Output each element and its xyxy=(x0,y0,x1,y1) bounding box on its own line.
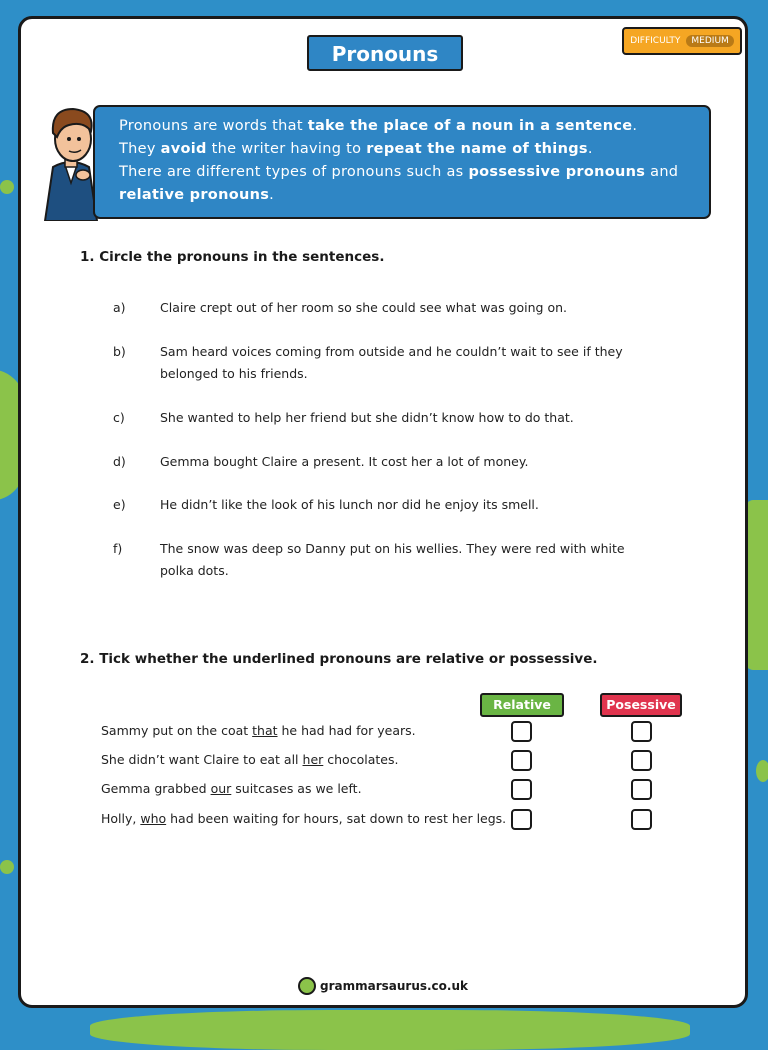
item-sentence: Gemma bought Claire a present. It cost her a lot of money. xyxy=(160,454,529,469)
difficulty-badge xyxy=(622,27,742,55)
item-letter: a) xyxy=(113,300,126,315)
difficulty-label: DIFFICULTY xyxy=(630,36,681,46)
underlined-pronoun: who xyxy=(140,811,167,826)
possessive-checkbox[interactable] xyxy=(631,750,652,771)
question-1-heading: 1. Circle the pronouns in the sentences. xyxy=(80,249,385,265)
intro-line-3: There are different types of pronouns such as possessive pronouns and relative pronouns. xyxy=(119,164,679,203)
item-letter: f) xyxy=(113,541,123,556)
possessive-column-header: Posessive xyxy=(600,693,682,717)
possessive-checkbox[interactable] xyxy=(631,779,652,800)
possessive-checkbox[interactable] xyxy=(631,809,652,830)
background-shape xyxy=(90,1010,690,1050)
underlined-pronoun: that xyxy=(252,723,278,738)
question-2-heading: 2. Tick whether the underlined pronouns are relative or possessive. xyxy=(80,651,598,667)
item-sentence: Claire crept out of her room so she could see what was going on. xyxy=(160,300,568,315)
footer-site-link[interactable]: grammarsaurus.co.uk xyxy=(319,979,468,993)
footer xyxy=(21,977,745,995)
underlined-pronoun: her xyxy=(302,752,324,767)
item-sentence: She wanted to help her friend but she didn’t know how to do that. xyxy=(160,410,574,425)
intro-box xyxy=(93,105,711,219)
item-sentence: He didn’t like the look of his lunch nor did he enjoy its smell. xyxy=(160,497,539,512)
background-shape xyxy=(0,180,14,194)
relative-checkbox[interactable] xyxy=(511,809,532,830)
difficulty-level: MEDIUM xyxy=(686,35,733,47)
relative-checkbox[interactable] xyxy=(511,779,532,800)
underlined-pronoun: our xyxy=(210,781,232,796)
item-letter: b) xyxy=(113,344,126,359)
background-shape xyxy=(756,760,768,782)
item-letter: d) xyxy=(113,454,126,469)
item-letter: e) xyxy=(113,497,126,512)
possessive-checkbox[interactable] xyxy=(631,721,652,742)
question-2-row: Gemma grabbed our suitcases as we left. xyxy=(101,781,362,796)
question-2-row: Holly, who had been waiting for hours, sat down to rest her legs. xyxy=(101,811,507,826)
question-2-row: Sammy put on the coat that he had had for years. xyxy=(101,723,416,738)
intro-line-2: They avoid the writer having to repeat the name of things. xyxy=(119,141,593,157)
relative-checkbox[interactable] xyxy=(511,721,532,742)
item-letter: c) xyxy=(113,410,125,425)
intro-line-1: Pronouns are words that take the place of a noun in a sentence. xyxy=(119,118,638,134)
worksheet-page xyxy=(18,16,748,1008)
question-2-row: She didn’t want Claire to eat all her chocolates. xyxy=(101,752,399,767)
item-sentence: Sam heard voices coming from outside and he couldn’t wait to see if they belonged to his friends. xyxy=(160,344,623,381)
grammarsaurus-logo-icon xyxy=(298,977,316,995)
background-shape xyxy=(0,860,14,874)
page-title: Pronouns xyxy=(307,35,463,71)
relative-checkbox[interactable] xyxy=(511,750,532,771)
relative-column-header: Relative xyxy=(480,693,564,717)
item-sentence: The snow was deep so Danny put on his wellies. They were red with white polka dots. xyxy=(160,541,625,578)
